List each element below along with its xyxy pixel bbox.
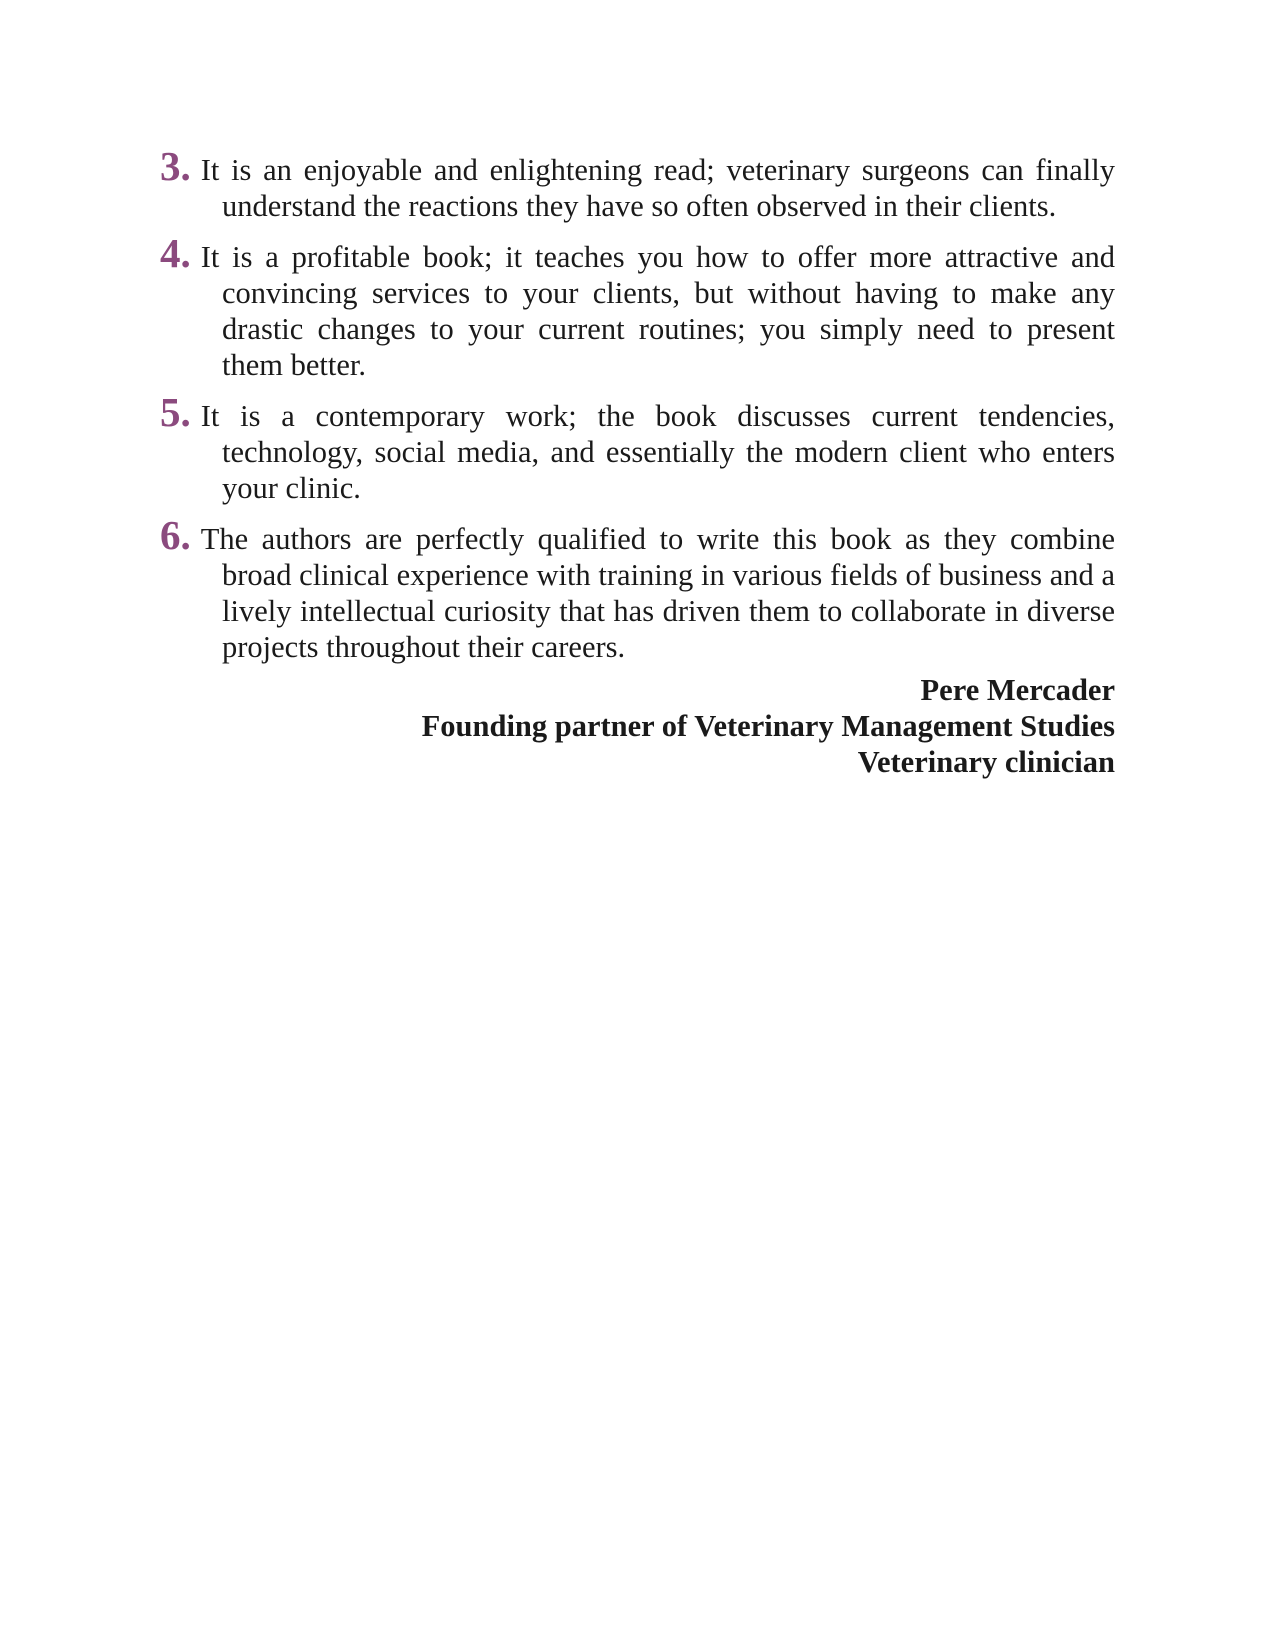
list-item-text: It is an enjoyable and enlightening read; veterinary surgeons can finally understand the reactions they have so often observed in their clients. [200, 153, 1115, 223]
list-item-number: 4. [160, 230, 191, 276]
list-item-text: The authors are perfectly qualified to write this book as they combine broad clinical experience with training in various fields of business and a lively intellectual curiosity that has driven them to collaborate in diverse projects throughout their careers. [200, 522, 1115, 664]
list-item-number: 6. [160, 512, 191, 558]
list-item-text: It is a contemporary work; the book discusses current tendencies, technology, social media, and essentially the modern client who enters your clinic. [200, 399, 1115, 505]
list-item-6 [160, 512, 1115, 665]
list-item-text: It is a profitable book; it teaches you how to offer more attractive and convincing services to your clients, but without having to make any drastic changes to your current routines; you simply need to present them better. [200, 240, 1115, 382]
signature-name: Pere Mercader [920, 673, 1115, 707]
signature-title: Veterinary clinician [857, 745, 1115, 779]
list-item-3 [160, 143, 1115, 224]
list-item-5 [160, 389, 1115, 506]
signature-role: Founding partner of Veterinary Management Studies [421, 709, 1115, 743]
list-item-4 [160, 230, 1115, 383]
list-item-number: 3. [160, 143, 191, 189]
signature-block [160, 672, 1115, 780]
page-content [160, 143, 1115, 780]
list-item-number: 5. [160, 389, 191, 435]
